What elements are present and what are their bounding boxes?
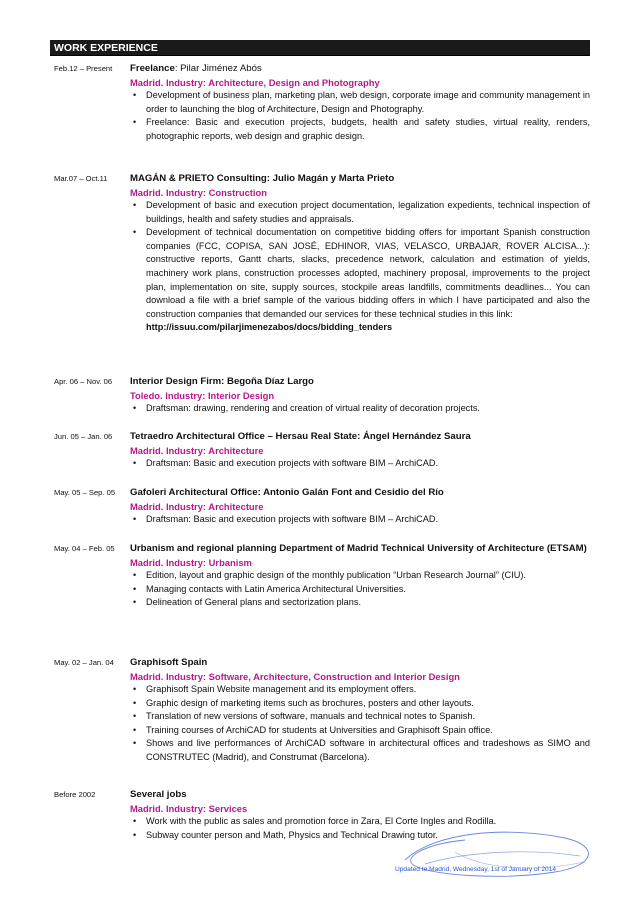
bullet-text: Subway counter person and Math, Physics and Technical Drawing tutor.: [146, 829, 438, 840]
job-bullets: [130, 402, 590, 416]
bullet-icon: •: [133, 597, 137, 608]
bullet-item: [130, 569, 590, 583]
footer-updated-date: Updated to Madrid, Wednesday, 1st of January of 2014: [395, 866, 557, 873]
job-date: Mar.07 – Oct.11: [54, 174, 108, 183]
bullet-text: Shows and live performances of ArchiCAD software in architectural offices and tradeshows as SIMO and CONSTRUTEC (Madrid), and Construmat (Barcelona).: [146, 738, 590, 762]
bullet-item: [130, 513, 590, 527]
bullet-icon: •: [133, 570, 137, 580]
bullet-icon: •: [133, 90, 137, 100]
bullet-item: [130, 596, 590, 610]
bullet-text: Draftsman: Basic and execution projects with software BIM – ArchiCAD.: [146, 514, 439, 524]
bullet-text: Draftsman: drawing, rendering and creation of virtual reality of decoration projects.: [146, 403, 480, 413]
job-date: Before 2002: [54, 790, 96, 799]
bullet-icon: •: [133, 458, 137, 468]
bullet-icon: •: [133, 514, 137, 524]
bullet-text: Development of basic and execution project documentation, legalization expedients, technical inspection of buildings, health and safety studies and appraisals.: [146, 200, 590, 224]
job-title: Graphisoft Spain: [130, 657, 208, 668]
bullet-text: Development of technical documentation on competitive bidding offers for important Spanish construction companies (FCC, COPISA, SAN JOSÉ, EDHINOR, VIAS, VELASCO, URBAJAR, ROVER ALCISA...): constructive reports, Gantt charts, slacks, precedence network, calculation and estimation of yields, machinery work plans, construction processes adopted, machinery proposal, improvements to the project plan, implementation on site, supply sources, stockpile areas landfills, commitments deadlines... You can download a file with a brief sample of the various bidding offers in which I have participated and also the construction companies that demanded our services for these technical studies in this link:: [146, 227, 590, 319]
bullet-item: [130, 226, 590, 335]
job-subtitle: Madrid. Industry: Construction: [130, 186, 267, 198]
bullet-text: Development of business plan, marketing plan, web design, corporate image and community management in order to launching the blog of Architecture, Design and Photography.: [146, 90, 590, 114]
bullet-item: [130, 697, 590, 711]
job-title: MAGÁN & PRIETO Consulting: Julio Magán y Marta Prieto: [130, 173, 395, 184]
job-subtitle: Madrid. Industry: Architecture: [130, 444, 264, 456]
job-title: Several jobs: [130, 789, 187, 800]
job-entry: [50, 656, 590, 765]
job-subtitle: Madrid. Industry: Services: [130, 802, 248, 814]
job-date: Apr. 06 – Nov. 06: [54, 377, 113, 386]
job-title: Gafoleri Architectural Office: Antonio Galán Font and Cesidio del Río: [130, 487, 444, 498]
job-date: May. 02 – Jan. 04: [54, 658, 114, 667]
bullet-icon: •: [133, 684, 137, 694]
bullet-item: [130, 583, 590, 597]
bullet-text: Graphisoft Spain Website management and its employment offers.: [146, 684, 417, 694]
bullet-text: Managing contacts with Latin America Architectural Universities.: [146, 583, 406, 594]
job-bullets: [130, 199, 590, 335]
bullet-item: [130, 457, 590, 471]
job-bullets: [130, 89, 590, 143]
job-entry: [50, 486, 590, 527]
bullet-item: [130, 89, 590, 116]
bullet-icon: •: [133, 724, 137, 735]
bullet-text: Translation of new versions of software, manuals and technical notes to Spanish.: [146, 711, 476, 722]
job-entry: [50, 375, 590, 416]
job-title-strong: Freelance: [130, 63, 175, 74]
bullet-text: Draftsman: Basic and execution projects with software BIM – ArchiCAD.: [146, 458, 439, 468]
bullet-text: Edition, layout and graphic design of the monthly publication “Urban Research Journal” (CIU).: [146, 570, 526, 580]
bullet-item: [130, 737, 590, 764]
bullet-item: [130, 116, 590, 143]
bullet-icon: •: [133, 403, 137, 413]
bullet-icon: •: [133, 697, 137, 708]
job-title: Urbanism and regional planning Department of Madrid Technical University of Architecture (ETSAM): [130, 543, 587, 554]
bullet-icon: •: [133, 117, 137, 128]
job-subtitle: Madrid. Industry: Architecture, Design and Photography: [130, 76, 380, 88]
bullet-item: [130, 724, 590, 738]
bullet-icon: •: [133, 200, 137, 210]
bullet-text: Delineation of General plans and sectorization plans.: [146, 597, 362, 608]
bullet-icon: •: [133, 711, 137, 722]
job-bullets: [130, 683, 590, 765]
job-title: Tetraedro Architectural Office – Hersau Real State: Ángel Hernández Saura: [130, 431, 471, 442]
bullet-text: Graphic design of marketing items such as brochures, posters and other layouts.: [146, 697, 474, 708]
bullet-item: [130, 683, 590, 697]
bullet-icon: •: [133, 227, 137, 238]
job-entry: [50, 430, 590, 471]
bullet-text: Freelance: Basic and execution projects, budgets, health and safety studies, virtual reality, renders, photographic reports, web design and graphic design.: [146, 117, 590, 141]
job-bullets: [130, 513, 590, 527]
job-entry: [50, 172, 590, 335]
job-date: May. 05 – Sep. 05: [54, 488, 116, 497]
bullet-icon: •: [133, 583, 137, 594]
bullet-icon: •: [133, 816, 137, 826]
job-title: Interior Design Firm: Begoña Díaz Largo: [130, 376, 314, 387]
job-subtitle: Toledo. Industry: Interior Design: [130, 389, 275, 401]
bidding-tenders-link[interactable]: http://issuu.com/pilarjimenezabos/docs/bidding_tenders: [146, 322, 393, 333]
job-entry: [50, 62, 590, 143]
job-date: May. 04 – Feb. 05: [54, 544, 115, 553]
section-header-work-experience: WORK EXPERIENCE: [50, 40, 590, 56]
job-subtitle: Madrid. Industry: Urbanism: [130, 556, 252, 568]
job-date: Jun. 05 – Jan. 06: [54, 432, 113, 441]
bullet-icon: •: [133, 738, 137, 749]
bullet-icon: •: [133, 829, 137, 840]
job-bullets: [130, 569, 590, 610]
bullet-item: [130, 710, 590, 724]
bullet-item: [130, 402, 590, 416]
bullet-text: Training courses of ArchiCAD for students at Universities and Graphisoft Spain office.: [146, 724, 493, 735]
job-date: Feb.12 – Present: [54, 64, 113, 73]
job-subtitle: Madrid. Industry: Architecture: [130, 500, 264, 512]
job-entry: [50, 542, 590, 610]
bullet-text: Work with the public as sales and promotion force in Zara, El Corte Ingles and Rodilla.: [146, 816, 497, 826]
job-bullets: [130, 457, 590, 471]
job-title-rest: : Pilar Jiménez Abós: [174, 63, 262, 74]
job-title: [130, 62, 590, 76]
job-subtitle: Madrid. Industry: Software, Architecture, Construction and Interior Design: [130, 670, 460, 682]
bullet-item: [130, 199, 590, 226]
